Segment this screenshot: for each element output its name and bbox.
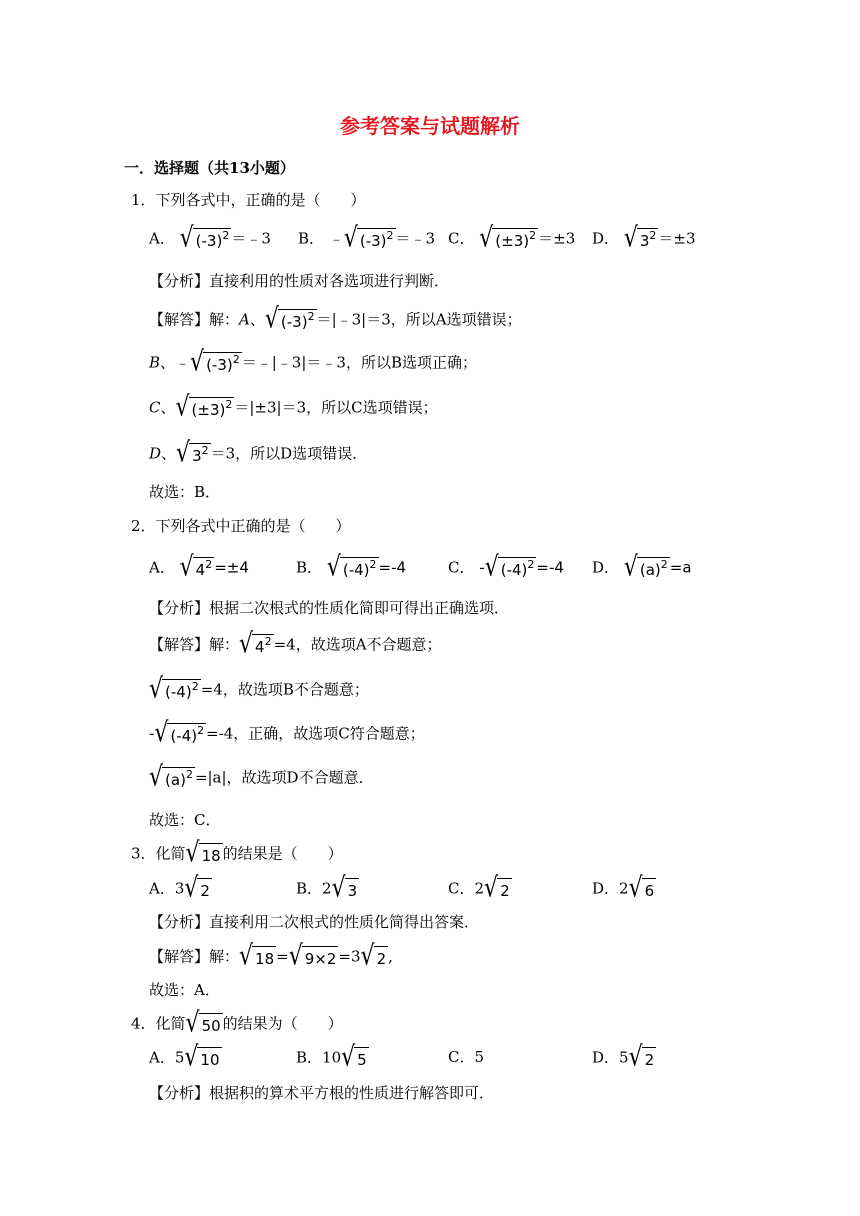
sqrt-expression: √ $(\pm 3)^2$ (479, 222, 537, 254)
sqrt-expression: √ $(-3)^2$ (190, 346, 240, 378)
sqrt-expression: √ 2 (360, 940, 387, 972)
exponent: 2 (222, 229, 230, 242)
sqrt-expression: √ 9×2 (288, 940, 337, 972)
sqrt-expression: √ $(-4)^2$ (326, 551, 377, 583)
q4-analysis: 【分析】根据积的算术平方根的性质进行解答即可． (149, 1084, 495, 1102)
sqrt-expression: √ $4^2$ (239, 628, 272, 660)
sqrt-expression: √ $(-3)^2$ (343, 222, 394, 254)
q2-option-b[interactable]: B． √ $(-4)^2$ =-4 (296, 551, 407, 583)
sqrt-expression: √ $(\pm 3)^2$ (175, 391, 233, 423)
sqrt-expression: √ 10 (184, 1041, 220, 1073)
exponent: 2 (386, 229, 394, 242)
option-label: C． (448, 229, 475, 248)
q2-option-a[interactable]: A． √ $4^2$ =±4 (149, 551, 249, 583)
section-heading: 一．选择题（共13小题） (124, 159, 295, 177)
sqrt-expression: √ $4^2$ (179, 551, 213, 583)
option-rhs: ＝±3 (658, 229, 696, 248)
sqrt-expression: √ $3^2$ (176, 437, 209, 469)
sqrt-expression: √ 2 (628, 1041, 655, 1073)
q3-option-c[interactable]: C．2 √ 2 (448, 872, 510, 904)
sqrt-expression: √ $(-3)^2$ (179, 222, 230, 254)
q3-stem: 3．化简 √ 18 的结果是（ ） (131, 837, 343, 869)
q4-option-a[interactable]: A．5 √ 10 (149, 1041, 220, 1073)
q1-solution-a: 【解答】解：A、 √ $(-3)^2$ ＝|﹣3|＝3，所以A选项错误； (149, 303, 522, 335)
q1-solution-b: B、﹣ √ $(-3)^2$ ＝﹣|﹣3|＝﹣3，所以B选项正确； (149, 346, 477, 378)
q4-option-c[interactable]: C．5 (448, 1048, 485, 1066)
q2-solution-c: - √ $(-4)^2$ =-4，正确，故选项C符合题意； (149, 717, 425, 749)
sqrt-expression: √ 18 (239, 940, 275, 972)
q1-analysis: 【分析】直接利用的性质对各选项进行判断． (149, 272, 450, 290)
option-rhs: ＝﹣3 (231, 229, 271, 248)
sqrt-expression: √ 2 (484, 872, 510, 904)
sqrt-expression: √ $(-4)^2$ (484, 551, 535, 583)
sqrt-expression: √ $(-4)^2$ (149, 673, 199, 705)
q2-answer: 故选：C． (149, 811, 221, 829)
q4-option-d[interactable]: D．5 √ 2 (592, 1041, 655, 1073)
q1-option-b[interactable]: B． ﹣ √ $(-3)^2$ ＝﹣3 (298, 222, 436, 254)
q1-answer: 故选：B． (149, 483, 221, 501)
q3-option-d[interactable]: D．2 √ 6 (592, 872, 655, 904)
radicand: (-3) (195, 232, 223, 250)
sqrt-expression: √ $(-3)^2$ (264, 303, 315, 335)
q4-option-b[interactable]: B．10 √ 5 (296, 1041, 367, 1073)
sqrt-expression: √ $3^2$ (623, 222, 657, 254)
q3-option-a[interactable]: A．3 √ 2 (149, 872, 210, 904)
q4-stem: 4．化简 √ 50 的结果为（ ） (131, 1007, 343, 1039)
option-rhs: ＝±3 (538, 229, 576, 248)
sqrt-expression: √ 50 (185, 1007, 221, 1039)
q1-option-d[interactable] (592, 222, 696, 254)
sqrt-expression: √ 2 (184, 872, 210, 904)
q2-solution-b: √ $(-4)^2$ =4，故选项B不合题意； (149, 673, 369, 705)
sqrt-expression: √ 18 (185, 837, 221, 869)
exponent: 2 (649, 229, 657, 242)
q1-solution-d: D、 √ $3^2$ ＝3，所以D选项错误． (149, 437, 368, 469)
q2-option-c[interactable]: C． - √ $(-4)^2$ =-4 (448, 551, 564, 583)
q2-stem: 2．下列各式中正确的是（ ） (131, 517, 351, 535)
q2-analysis: 【分析】根据二次根式的性质化简即可得出正确选项． (149, 599, 510, 617)
exponent: 2 (529, 229, 537, 242)
radicand: (-3) (359, 232, 387, 250)
option-rhs: ＝﹣3 (395, 229, 436, 248)
option-label: A． (149, 229, 175, 248)
q3-option-b[interactable]: B．2 √ 3 (296, 872, 358, 904)
sqrt-expression: √ $(-4)^2$ (154, 717, 205, 749)
radicand: (±3) (495, 232, 530, 250)
sqrt-expression: √ 6 (628, 872, 655, 904)
q2-solution-a: 【解答】解： √ $4^2$ =4，故选项A不合题意； (149, 628, 442, 660)
q2-option-d[interactable]: D． √ $(a)^2$ =a (592, 551, 692, 583)
radicand: 3 (639, 232, 650, 250)
sqrt-expression: √ 3 (331, 872, 358, 904)
q3-answer: 故选：A． (149, 981, 220, 999)
option-label: B． (298, 229, 325, 248)
sqrt-expression: √ $(a)^2$ (149, 761, 193, 793)
page-title: 参考答案与试题解析 (340, 114, 520, 138)
q1-option-a[interactable] (149, 222, 271, 254)
option-label: D． (592, 229, 620, 248)
sqrt-expression: √ 5 (341, 1041, 367, 1073)
q1-solution-c: C、 √ $(\pm 3)^2$ ＝|±3|＝3，所以C选项错误； (149, 391, 438, 423)
q3-analysis: 【分析】直接利用二次根式的性质化简得出答案． (149, 913, 480, 931)
q1-option-c[interactable] (448, 222, 576, 254)
q1-stem: 1．下列各式中，正确的是（ ） (131, 191, 366, 209)
q2-solution-d: √ $(a)^2$ =|a|，故选项D不合题意． (149, 761, 374, 793)
q3-solution: 【解答】解： √ 18 = √ 9×2 =3 √ 2 , (149, 940, 393, 972)
sqrt-expression: √ $(a)^2$ (623, 551, 668, 583)
